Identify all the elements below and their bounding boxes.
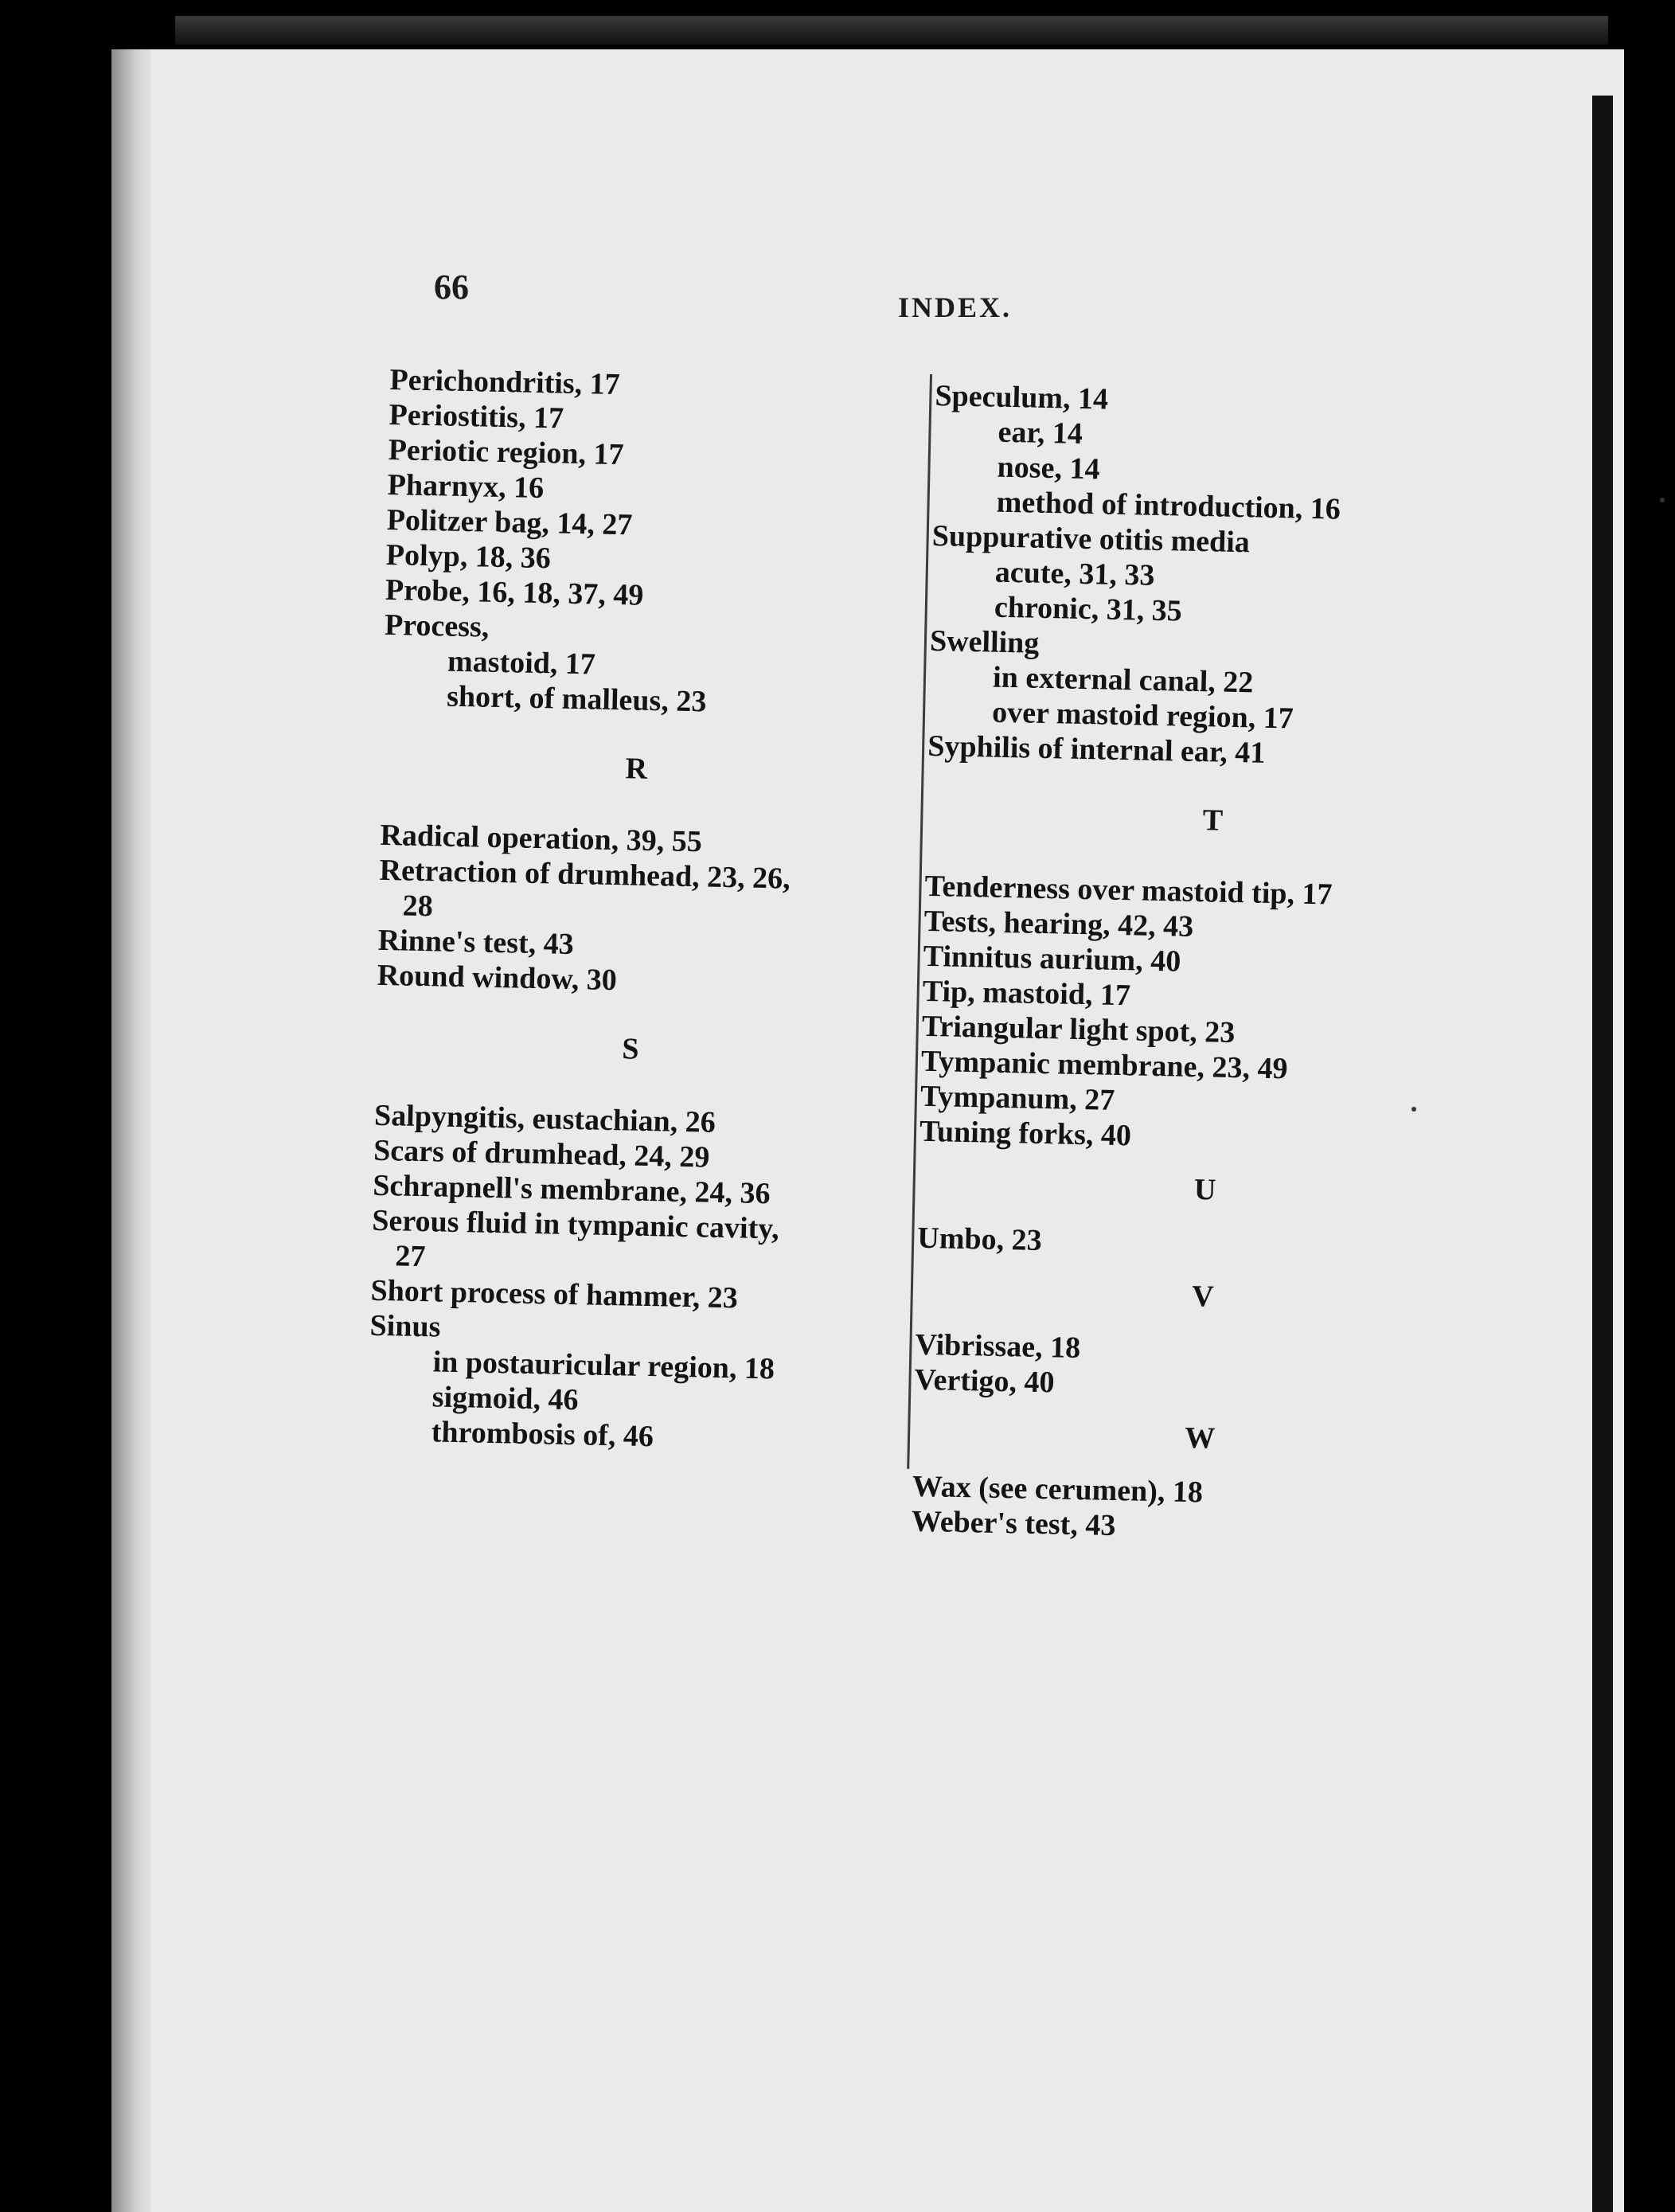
index-entry: Periostitis, 17 bbox=[388, 397, 564, 436]
index-entry: Serous fluid in tympanic cavity, bbox=[371, 1203, 780, 1246]
index-entry: Perichondritis, 17 bbox=[389, 362, 621, 402]
index-subentry: nose, 14 bbox=[997, 450, 1100, 487]
index-entry: Sinus bbox=[369, 1308, 441, 1344]
index-entry: Tympanic membrane, 23, 49 bbox=[920, 1044, 1288, 1086]
section-letter-heading: V bbox=[1191, 1280, 1215, 1314]
index-entry: Radical operation, 39, 55 bbox=[380, 818, 703, 859]
index-entry: Retraction of drumhead, 23, 26, bbox=[379, 853, 791, 896]
index-entry: Scars of drumhead, 24, 29 bbox=[373, 1133, 710, 1174]
index-subentry: mastoid, 17 bbox=[447, 644, 596, 682]
index-entry: Swelling bbox=[929, 623, 1040, 660]
index-subentry: over mastoid region, 17 bbox=[991, 695, 1294, 736]
index-entry-continuation: 27 bbox=[395, 1239, 426, 1274]
index-entry: Short process of hammer, 23 bbox=[370, 1273, 739, 1315]
index-entry: Wax (see cerumen), 18 bbox=[912, 1469, 1204, 1510]
section-letter-heading: T bbox=[1202, 803, 1224, 838]
index-subentry: in postauricular region, 18 bbox=[432, 1345, 775, 1386]
index-column-right bbox=[911, 378, 1508, 1551]
index-entry: Syphilis of internal ear, 41 bbox=[927, 729, 1266, 770]
page-number: 66 bbox=[434, 268, 469, 307]
index-entry: Tuning forks, 40 bbox=[919, 1114, 1132, 1153]
index-subentry: sigmoid, 46 bbox=[431, 1380, 579, 1417]
index-entry: Schrapnell's membrane, 24, 36 bbox=[372, 1168, 771, 1211]
index-entry: Tenderness over mastoid tip, 17 bbox=[924, 869, 1333, 912]
index-subentry: in external canal, 22 bbox=[992, 660, 1254, 700]
index-entry: Pharnyx, 16 bbox=[387, 467, 545, 506]
index-entry: Politzer bag, 14, 27 bbox=[386, 502, 633, 542]
index-entry: Tinnitus aurium, 40 bbox=[923, 939, 1181, 979]
section-letter-heading: R bbox=[625, 752, 648, 786]
index-entry: Rinne's test, 43 bbox=[377, 923, 575, 961]
section-letter-heading: S bbox=[621, 1032, 640, 1066]
section-letter-heading: W bbox=[1184, 1421, 1216, 1456]
index-entry: Vibrissae, 18 bbox=[915, 1327, 1081, 1366]
index-entry: Tympanum, 27 bbox=[919, 1079, 1115, 1117]
scan-speck bbox=[1411, 1107, 1416, 1112]
index-subentry: thrombosis of, 46 bbox=[431, 1415, 654, 1454]
section-letter-heading: U bbox=[1193, 1173, 1216, 1207]
page-binding-edge bbox=[111, 49, 151, 2212]
index-entry: Triangular light spot, 23 bbox=[921, 1009, 1236, 1050]
index-entry: Salpyngitis, eustachian, 26 bbox=[373, 1098, 716, 1139]
index-subentry: short, of malleus, 23 bbox=[446, 679, 707, 719]
scan-border-top bbox=[175, 16, 1608, 45]
index-entry: Tests, hearing, 42, 43 bbox=[923, 904, 1194, 944]
index-subentry: acute, 31, 33 bbox=[994, 555, 1155, 592]
index-entry: Process, bbox=[384, 608, 490, 644]
index-entry-continuation: 28 bbox=[402, 889, 434, 924]
index-entry: Speculum, 14 bbox=[935, 378, 1109, 416]
running-head: INDEX. bbox=[898, 291, 1013, 323]
index-entry: Polyp, 18, 36 bbox=[385, 537, 552, 576]
index-entry: Tip, mastoid, 17 bbox=[922, 974, 1131, 1013]
index-entry: Probe, 16, 18, 37, 49 bbox=[385, 573, 644, 612]
scan-speck bbox=[1660, 498, 1665, 502]
index-subentry: ear, 14 bbox=[998, 415, 1083, 451]
index-entry: Umbo, 23 bbox=[916, 1221, 1043, 1258]
index-column-left bbox=[367, 362, 899, 1459]
index-entry: Periotic region, 17 bbox=[388, 432, 624, 472]
index-entry: Weber's test, 43 bbox=[911, 1504, 1116, 1543]
index-subentry: chronic, 31, 35 bbox=[994, 590, 1183, 628]
scan-border-right bbox=[1592, 96, 1613, 2212]
index-subentry: method of introduction, 16 bbox=[996, 485, 1341, 526]
index-entry: Suppurative otitis media bbox=[931, 518, 1251, 560]
index-entry: Round window, 30 bbox=[377, 958, 618, 998]
index-entry: Vertigo, 40 bbox=[914, 1362, 1055, 1400]
